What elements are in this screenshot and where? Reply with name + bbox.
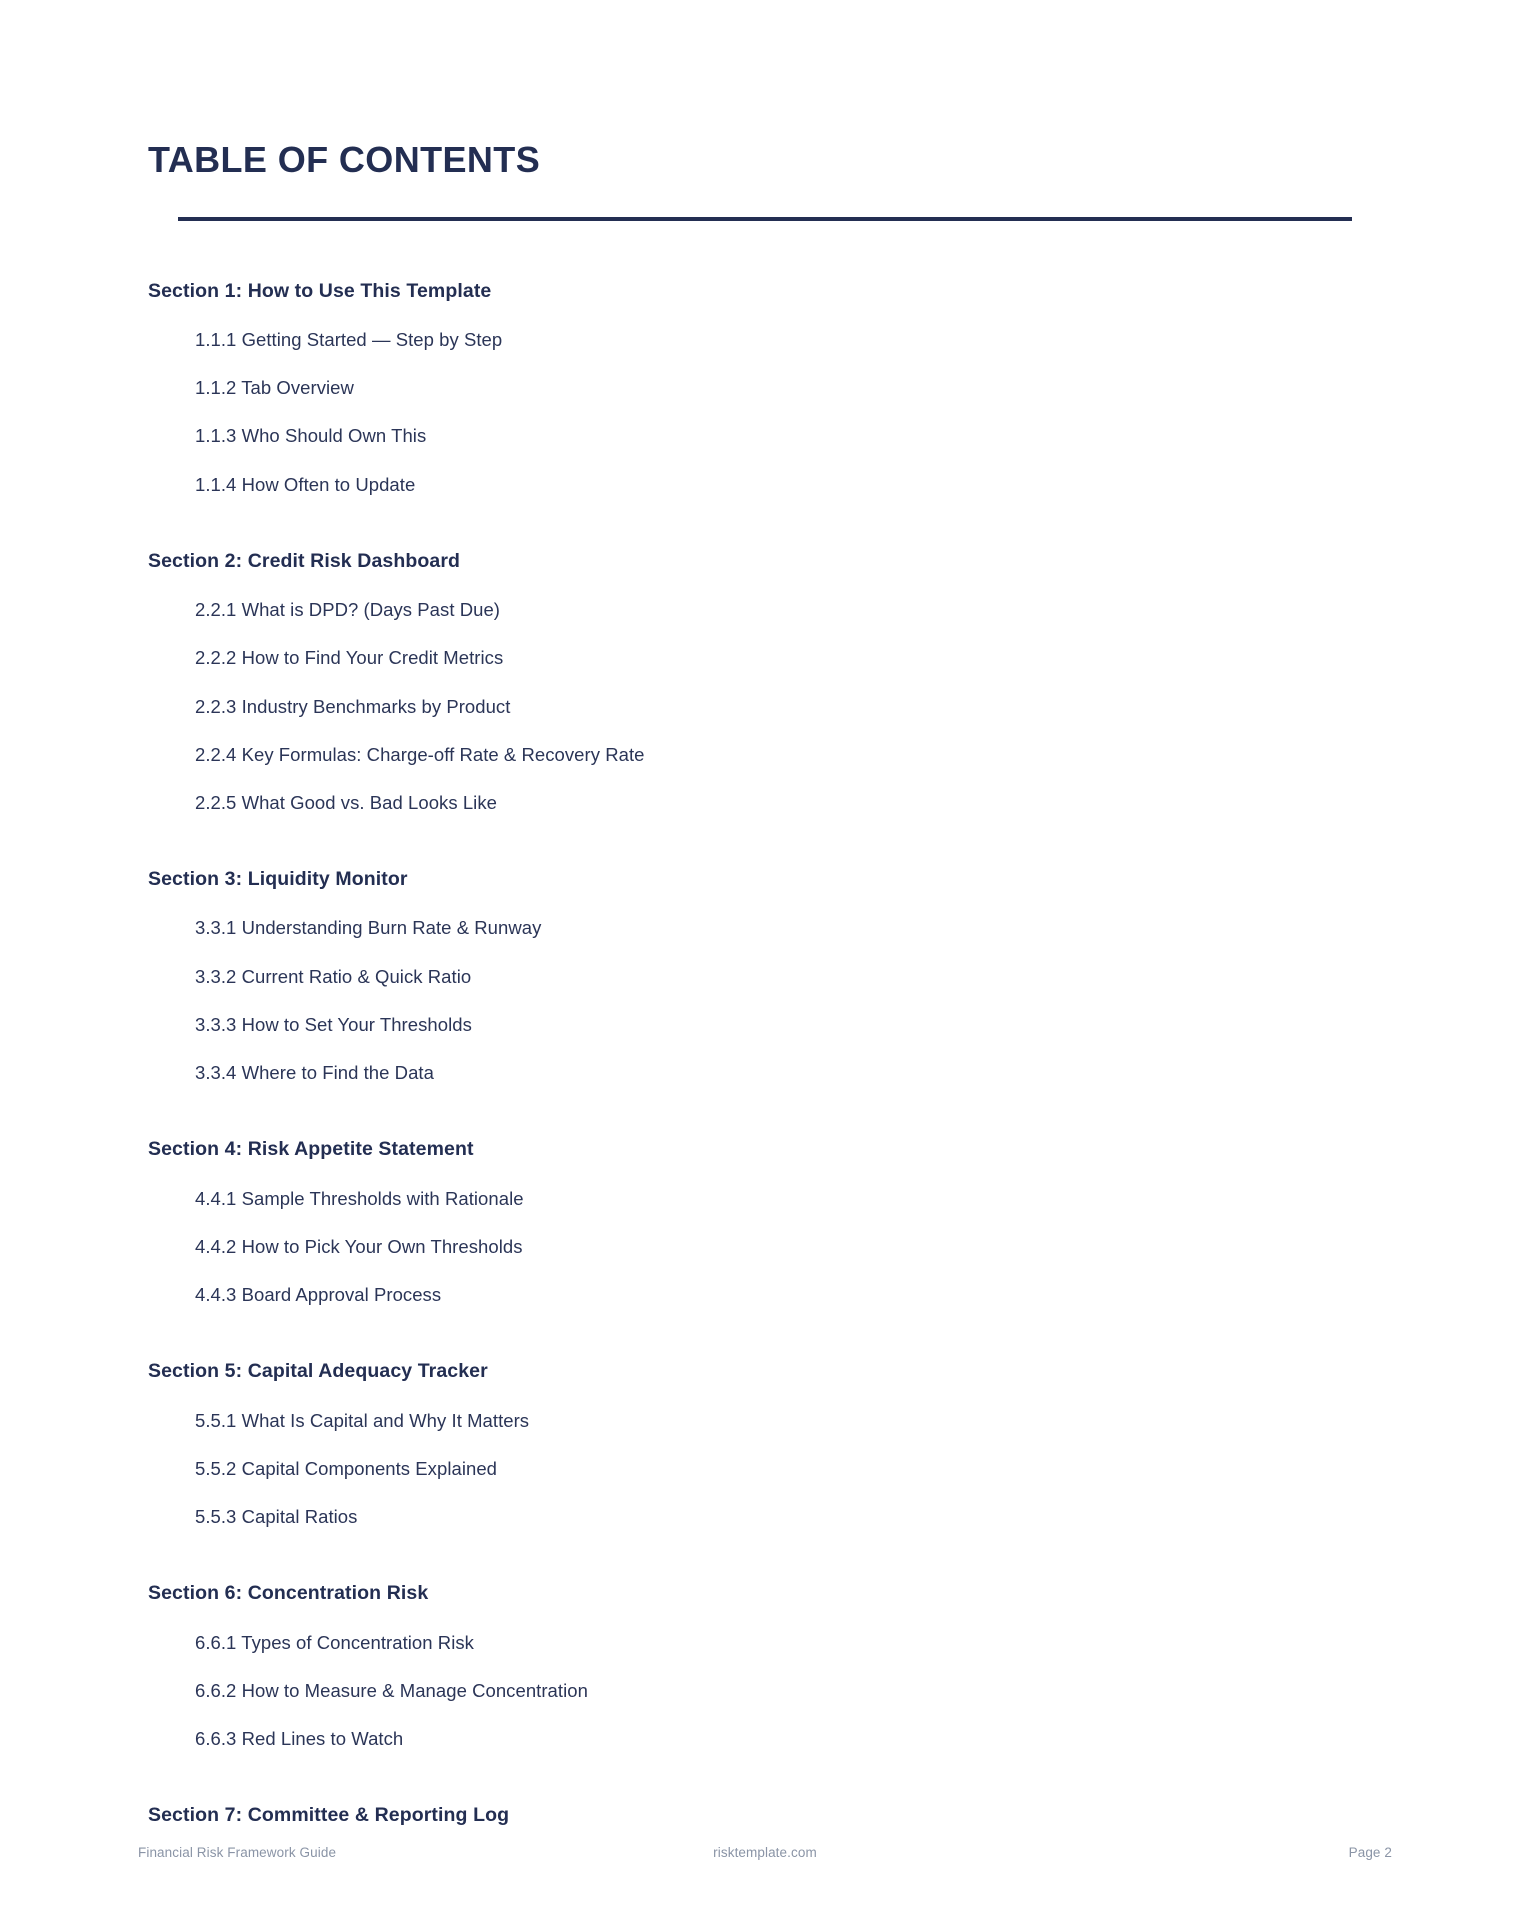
title-divider <box>178 217 1352 221</box>
toc-entry[interactable]: 4.4.3 Board Approval Process <box>195 1283 442 1305</box>
toc-subitem-list <box>148 1188 1380 1307</box>
toc-entry[interactable]: 1.1.4 How Often to Update <box>195 473 416 495</box>
toc-section <box>148 1360 1380 1528</box>
toc-section-spacer <box>148 840 1380 868</box>
toc-entry[interactable]: 2.2.4 Key Formulas: Charge-off Rate & Recovery Rate <box>195 743 645 765</box>
toc-section-spacer <box>148 1332 1380 1360</box>
toc-section <box>148 1804 1380 1827</box>
toc-entry[interactable]: 3.3.3 How to Set Your Thresholds <box>195 1013 472 1035</box>
toc-section <box>148 868 1380 1084</box>
toc-section <box>148 1582 1380 1750</box>
toc-subitem-list <box>148 917 1380 1084</box>
toc-section-heading[interactable]: Section 6: Concentration Risk <box>148 1582 429 1605</box>
toc-entry[interactable]: 5.5.2 Capital Components Explained <box>195 1457 497 1479</box>
toc-entry[interactable]: 6.6.1 Types of Concentration Risk <box>195 1631 474 1653</box>
toc-entry[interactable]: 1.1.3 Who Should Own This <box>195 425 427 447</box>
page-content <box>148 140 1380 1853</box>
toc-section-heading[interactable]: Section 4: Risk Appetite Statement <box>148 1138 474 1161</box>
toc-entry[interactable]: 2.2.1 What is DPD? (Days Past Due) <box>195 599 500 621</box>
toc-subitem-list <box>148 329 1380 496</box>
toc-entry[interactable]: 6.6.3 Red Lines to Watch <box>195 1727 404 1749</box>
toc-subitem-list <box>148 1632 1380 1751</box>
toc-section-heading[interactable]: Section 7: Committee & Reporting Log <box>148 1804 510 1827</box>
toc-entry[interactable]: 1.1.1 Getting Started — Step by Step <box>195 328 503 350</box>
footer-website: risktemplate.com <box>713 1845 817 1860</box>
toc-entry[interactable]: 4.4.1 Sample Thresholds with Rationale <box>195 1187 524 1209</box>
toc-entry[interactable]: 4.4.2 How to Pick Your Own Thresholds <box>195 1235 523 1257</box>
toc-entry[interactable]: 2.2.2 How to Find Your Credit Metrics <box>195 647 504 669</box>
footer-page-number: Page 2 <box>1348 1845 1392 1860</box>
toc-entry[interactable]: 1.1.2 Tab Overview <box>195 377 354 399</box>
footer-document-name: Financial Risk Framework Guide <box>138 1845 337 1860</box>
toc-subitem-list <box>148 599 1380 814</box>
toc-entry[interactable]: 6.6.2 How to Measure & Manage Concentration <box>195 1679 588 1701</box>
toc-section-spacer <box>148 1554 1380 1582</box>
toc-section-spacer <box>148 522 1380 550</box>
toc-entry[interactable]: 5.5.3 Capital Ratios <box>195 1505 358 1527</box>
toc-section <box>148 550 1380 814</box>
toc-entry[interactable]: 2.2.3 Industry Benchmarks by Product <box>195 695 511 717</box>
toc-section-spacer <box>148 1110 1380 1138</box>
page-footer <box>138 1845 1392 1860</box>
toc-section <box>148 1138 1380 1306</box>
toc-section-heading[interactable]: Section 2: Credit Risk Dashboard <box>148 549 461 572</box>
toc-entry[interactable]: 5.5.1 What Is Capital and Why It Matters <box>195 1409 530 1431</box>
toc-section-heading[interactable]: Section 5: Capital Adequacy Tracker <box>148 1360 488 1383</box>
toc-section <box>148 280 1380 496</box>
table-of-contents <box>148 280 1380 1828</box>
toc-section-heading[interactable]: Section 3: Liquidity Monitor <box>148 868 408 891</box>
toc-entry[interactable]: 3.3.4 Where to Find the Data <box>195 1062 434 1084</box>
toc-entry[interactable]: 3.3.2 Current Ratio & Quick Ratio <box>195 965 472 987</box>
toc-section-heading[interactable]: Section 1: How to Use This Template <box>148 279 492 302</box>
toc-section-spacer <box>148 1776 1380 1804</box>
page-title: TABLE OF CONTENTS <box>148 139 541 180</box>
toc-entry[interactable]: 3.3.1 Understanding Burn Rate & Runway <box>195 917 542 939</box>
toc-subitem-list <box>148 1410 1380 1529</box>
toc-entry[interactable]: 2.2.5 What Good vs. Bad Looks Like <box>195 791 497 813</box>
